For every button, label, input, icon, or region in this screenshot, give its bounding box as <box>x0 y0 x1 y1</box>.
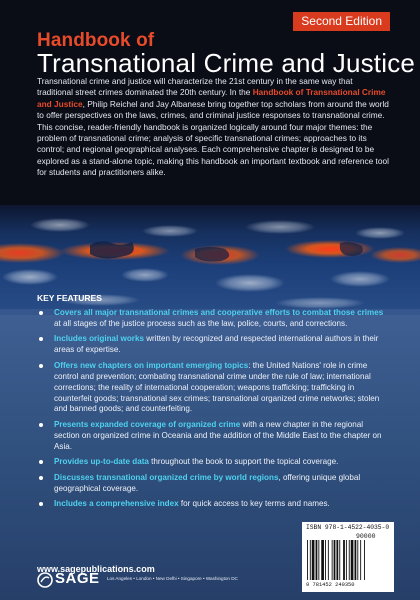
barcode-bar <box>312 540 315 580</box>
barcode-bar <box>357 540 358 580</box>
key-feature-item <box>37 457 387 468</box>
key-feature-item <box>37 308 387 330</box>
barcode-bars <box>307 540 389 580</box>
barcode-bar <box>360 540 361 580</box>
key-feature-highlight: Discusses transnational organized crime by world regions <box>54 472 279 482</box>
key-feature-highlight: Includes a comprehensive index <box>54 499 179 509</box>
book-subtitle: Handbook of <box>37 30 155 51</box>
publisher-logo-text: SAGE <box>55 570 100 587</box>
key-feature-item <box>37 420 387 453</box>
key-feature-text: for quick access to key terms and names. <box>178 499 330 509</box>
edition-badge: Second Edition <box>293 12 390 31</box>
barcode-bar <box>339 540 340 580</box>
isbn-number: ISBN 978-1-4522-4035-0 <box>306 524 390 531</box>
barcode-bar <box>355 540 357 580</box>
barcode-bar <box>332 540 333 580</box>
barcode-bar <box>310 540 311 580</box>
barcode-bar <box>334 540 336 580</box>
intro-text-end: , Philip Reichel and Jay Albanese bring together top scholars from around the world to offer perspectives on the laws, crimes, and criminal justice responses to transnational crime. This concise, reader-friendly handbook is organized logically around four major themes: the problem of transnational crime; analysis of specific transnational crimes; approaches to its control; and regional geographical analyses. Each comprehensive chapter is designed to be explored as a stand-alone topic, making this handbook an important textbook and reference tool for students and practitioners alike. <box>37 98 389 178</box>
key-feature-item <box>37 361 387 416</box>
barcode-bar <box>321 540 324 580</box>
barcode-bar <box>328 540 329 580</box>
key-feature-text: , offering unique global geographical coverage. <box>54 472 361 493</box>
barcode-bar <box>336 540 338 580</box>
intro-book-title: Handbook of Transnational Crime and Justice <box>37 87 386 109</box>
price-code: 90000 <box>356 533 376 540</box>
key-features-list <box>37 308 387 515</box>
key-features-heading: KEY FEATURES <box>37 293 102 303</box>
key-feature-item <box>37 473 387 495</box>
barcode-bar <box>351 540 354 580</box>
key-feature-item <box>37 499 387 510</box>
barcode-bar <box>307 540 308 580</box>
barcode-bar <box>364 540 365 580</box>
intro-paragraph <box>37 76 389 179</box>
key-feature-highlight: Includes original works <box>54 334 144 344</box>
barcode-bar <box>349 540 350 580</box>
key-feature-text: written by recognized and respected international authors in their areas of expertise. <box>54 334 379 355</box>
key-feature-highlight: Provides up-to-date data <box>54 457 149 467</box>
key-feature-text: at all stages of the justice process such as the law, police, courts, and corrections. <box>54 318 348 328</box>
barcode-bar <box>318 540 319 580</box>
key-feature-text: with a new chapter in the regional section on organized crime in Oceania and the addition of the Middle East to the chapter on Asia. <box>54 419 382 451</box>
barcode-digits: 9 781452 240350 <box>306 582 355 588</box>
barcode-bar <box>346 540 347 580</box>
barcode-bar <box>325 540 326 580</box>
key-feature-highlight: Offers new chapters on important emerging topics <box>54 360 249 370</box>
intro-text-start: Transnational crime and justice will characterize the 21st century in the same way that traditional street crimes dominated the 20th century. In the <box>37 76 353 98</box>
key-feature-highlight: Covers all major transnational crimes and cooperative efforts to combat those crimes <box>54 308 384 317</box>
barcode-bar <box>316 540 318 580</box>
sage-logo-icon <box>37 572 53 588</box>
key-feature-text: : the United Nations' role in crime control and prevention; combating transnational crime under the rule of law; international corrections; the reality of international cooperation; weapons trafficking; trafficking in counterfeit goods; transnational sex crimes; transnational organized crime networks; stolen and banned goods; and counterfeiting. <box>54 360 380 414</box>
key-feature-highlight: Presents expanded coverage of organized crime <box>54 419 241 429</box>
publisher-cities: Los Angeles • London • New Delhi • Singapore • Washington DC <box>107 576 238 581</box>
key-feature-item <box>37 334 387 356</box>
publisher-url[interactable]: www.sagepublications.com <box>37 564 155 574</box>
book-title: Transnational Crime and Justice <box>37 48 416 78</box>
key-feature-text: throughout the book to support the topical coverage. <box>148 457 339 467</box>
barcode-bar <box>343 540 345 580</box>
